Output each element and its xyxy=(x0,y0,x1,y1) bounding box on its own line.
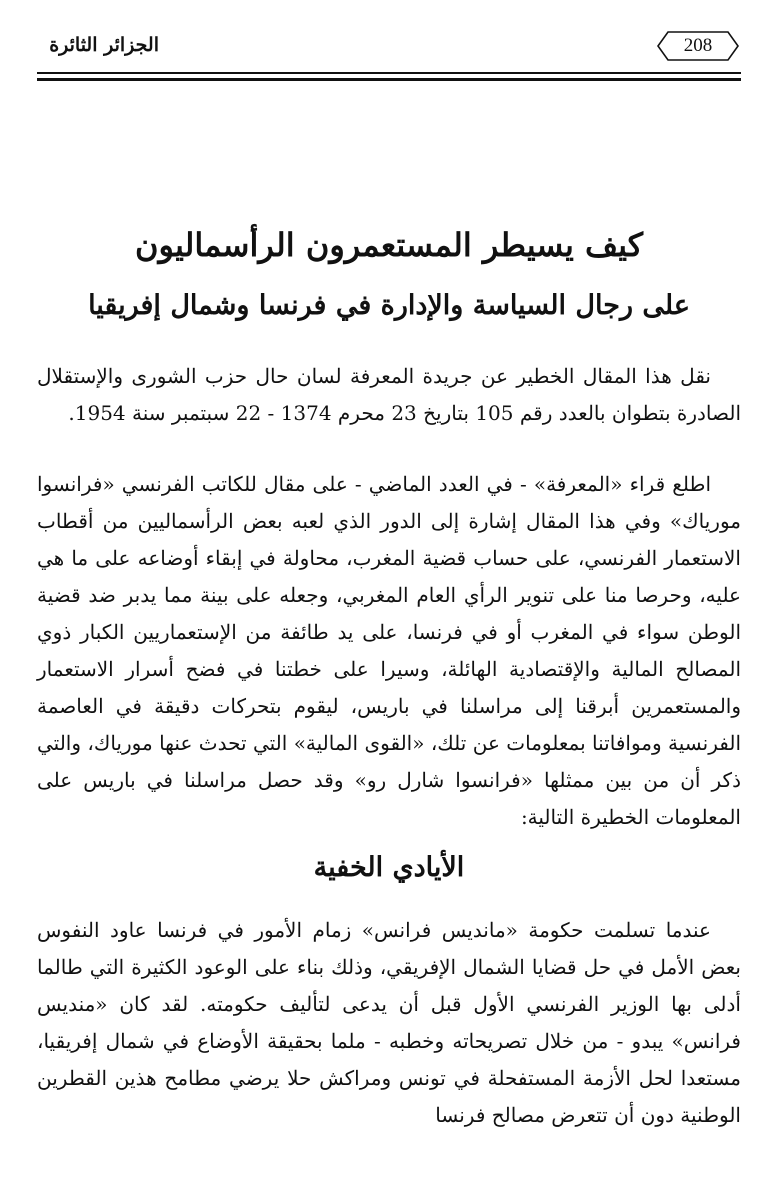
running-header: الجزائر الثائرة xyxy=(49,34,159,56)
body-paragraph-1 xyxy=(37,466,741,836)
body-paragraph-1-text: اطلع قراء «المعرفة» - في العدد الماضي - على مقال للكاتب الفرنسي «فرانسوا موریاك» وفي هذا المقال إشارة إلى الدور الذي لعبه بعض الرأسماليين من أقطاب الاستعمار الفرنسي، على حساب قضية المغرب، محاولة في إبقاء أوضاعه على ما هي عليه، وحرصا منا على تنوير الرأي العام المغربي، وجعله على بينة مما يدبر ضد قضية الوطن سواء في المغرب أو في فرنسا، على يد طائفة من الإستعماريين الكبار ذوي المصالح المالية والإقتصادية الهائلة، وسيرا على خطتنا في فضح أسرار الاستعمار والمستعمرين أبرقنا إلى مراسلنا في باريس، ليقوم بتحركات دقيقة في العاصمة الفرنسية وموافاتنا بمعلومات عن تلك، «القوى المالية» التي تحدث عنها موریاك، والتي ذكر أن من بين ممثلها «فرانسوا شارل رو» وقد حصل مراسلنا في باريس على المعلومات الخطيرة التالية: xyxy=(37,472,741,829)
body-paragraph-2-text: عندما تسلمت حكومة «مانديس فرانس» زمام الأمور في فرنسا عاود النفوس بعض الأمل في حل قضايا الشمال الإفريقي، وذلك بناء على الوعود الكثيرة التي طالما أدلى بها الوزير الفرنسي الأول قبل أن يدعى لتأليف حكومته. لقد كان «منديس فرانس» يبدو - من خلال تصريحاته وخطبه - ملما بحقيقة الأوضاع في شمال إفريقيا، مستعدا لحل الأزمة المستفحلة في تونس ومراكش حلا يرضي مطامح هذين القطرين الوطنية دون أن تتعرض مصالح فرنسا xyxy=(37,918,741,1127)
article-subtitle: على رجال السياسة والإدارة في فرنسا وشمال إفريقيا xyxy=(88,290,690,321)
intro-paragraph xyxy=(37,358,741,432)
article-title: كيف يسيطر المستعمرون الرأسماليون xyxy=(134,226,644,264)
body-paragraph-2 xyxy=(37,912,741,1134)
page-number: 208 xyxy=(683,35,713,56)
section-heading: الأيادي الخفية xyxy=(313,852,465,883)
header-rule-thick xyxy=(37,78,741,81)
header-rule-thin xyxy=(37,72,741,74)
intro-text: نقل هذا المقال الخطير عن جريدة المعرفة لسان حال حزب الشورى والإستقلال الصادرة بتطوان بالعدد رقم 105 بتاريخ 23 محرم 1374 - 22 سبتمبر سنة 1954. xyxy=(37,364,741,425)
page-number-badge xyxy=(656,30,740,62)
